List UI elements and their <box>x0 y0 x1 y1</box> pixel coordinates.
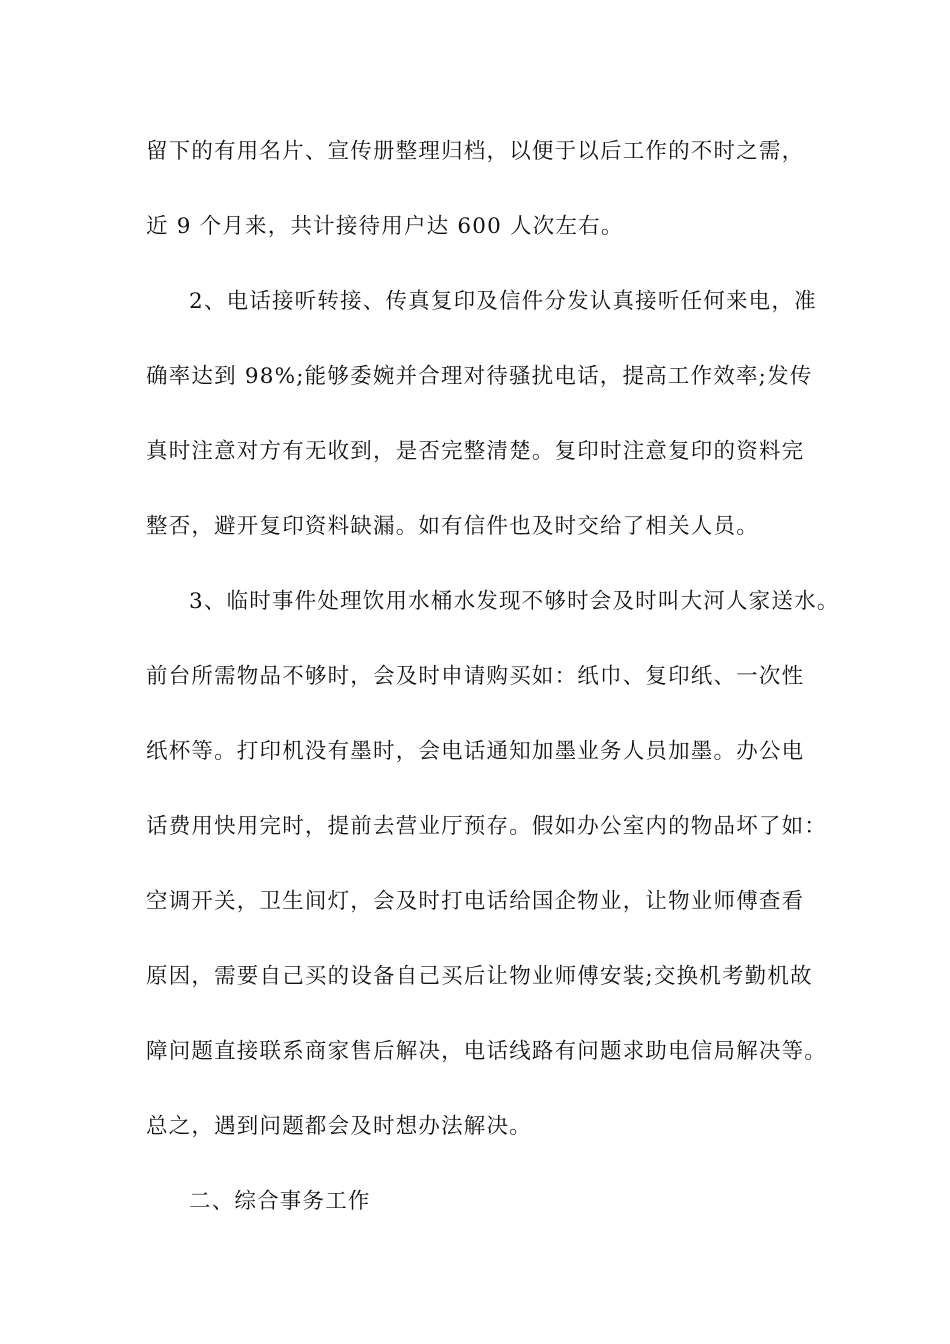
text-line-12: 原因，需要自己买的设备自己买后让物业师傅安装;交换机考勤机故 <box>146 964 813 989</box>
text-line-13: 障问题直接联系商家售后解决，电话线路有问题求助电信局解决等。 <box>146 1039 828 1064</box>
text-line-4: 确率达到 98%;能够委婉并合理对待骚扰电话，提高工作效率;发传 <box>146 364 813 389</box>
text-line-9: 纸杯等。打印机没有墨时，会电话通知加墨业务人员加墨。办公电 <box>146 739 805 764</box>
text-line-7: 3、临时事件处理饮用水桶水发现不够时会及时叫大河人家送水。 <box>189 589 840 614</box>
text-line-14: 总之，遇到问题都会及时想办法解决。 <box>146 1114 532 1139</box>
text-line-10: 话费用快用完时，提前去营业厅预存。假如办公室内的物品坏了如： <box>146 814 828 839</box>
text-line-11: 空调开关，卫生间灯，会及时打电话给国企物业，让物业师傅查看 <box>146 889 805 914</box>
text-line-5: 真时注意对方有无收到，是否完整清楚。复印时注意复印的资料完 <box>146 439 805 464</box>
section-heading: 二、综合事务工作 <box>189 1189 371 1214</box>
text-line-2: 近 9 个月来，共计接待用户达 600 人次左右。 <box>146 214 624 239</box>
text-line-1: 留下的有用名片、宣传册整理归档，以便于以后工作的不时之需， <box>146 139 805 164</box>
text-line-3: 2、电话接听转接、传真复印及信件分发认真接听任何来电，准 <box>189 289 817 314</box>
text-line-6: 整否，避开复印资料缺漏。如有信件也及时交给了相关人员。 <box>146 514 759 539</box>
text-line-8: 前台所需物品不够时，会及时申请购买如：纸巾、复印纸、一次性 <box>146 664 805 689</box>
